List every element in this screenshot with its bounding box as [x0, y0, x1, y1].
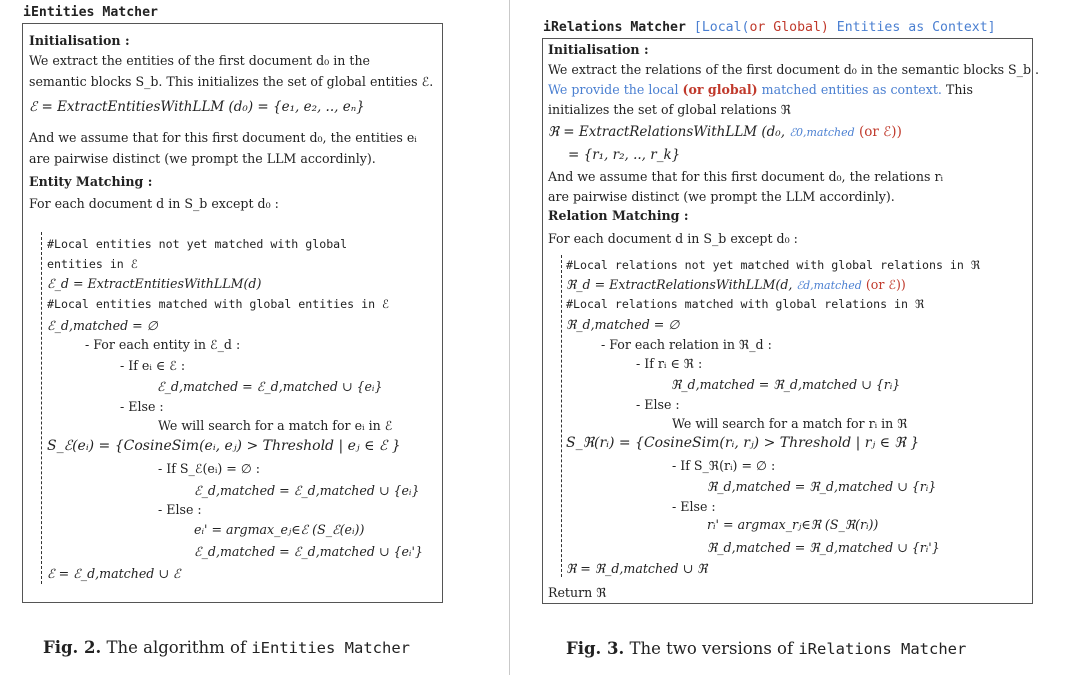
- fig3-line: - If S_ℜ(rᵢ) = ∅ :: [672, 458, 776, 473]
- fig3-formula-init-global: (or ℰ)): [858, 124, 902, 140]
- fig2-line: For each document d in S_b except d₀ :: [29, 196, 279, 211]
- fig3-caption-label: Fig. 3.: [566, 639, 625, 658]
- fig2-init-heading: Initialisation :: [29, 33, 130, 48]
- fig2-formula: ℰ_d,matched = ℰ_d,matched ∪ {eᵢ}: [157, 379, 383, 394]
- fig2-matching-heading: Entity Matching :: [29, 174, 153, 189]
- fig3-matching-heading: Relation Matching :: [548, 208, 689, 223]
- fig3-context-local: We provide the local: [548, 82, 679, 97]
- fig3-line: - If rᵢ ∈ ℜ :: [636, 356, 703, 371]
- fig3-line: - Else :: [636, 397, 680, 412]
- fig3-formula-init-main: ℜ = ExtractRelationsWithLLM (d₀,: [548, 124, 786, 140]
- fig3-comment: #Local relations matched with global relations in ℜ: [566, 297, 925, 311]
- fig3-line: And we assume that for this first document d₀, the relations rᵢ: [548, 169, 944, 184]
- fig2-comment: entities in ℰ: [47, 257, 138, 271]
- fig3-title-global: or Global): [749, 20, 829, 35]
- fig2-line: - For each entity in ℰ_d :: [85, 337, 241, 352]
- fig3-line: For each document d in S_b except d₀ :: [548, 231, 798, 246]
- fig2-formula: ℰ_d,matched = ℰ_d,matched ∪ {eᵢ}: [194, 483, 420, 498]
- fig3-line: initializes the set of global relations ℜ: [548, 102, 792, 117]
- fig3-context-global: (or global): [682, 82, 758, 97]
- fig3-title: [543, 20, 996, 35]
- fig3-formula: rᵢ' = argmax_rⱼ∈ℜ (S_ℜ(rᵢ)): [707, 517, 879, 532]
- fig2-comment: #Local entities not yet matched with global: [47, 237, 348, 251]
- fig2-line: - Else :: [120, 399, 164, 414]
- fig2-line: - If S_ℰ(eᵢ) = ∅ :: [158, 461, 261, 476]
- fig2-caption-text: The algorithm of: [106, 638, 247, 657]
- fig3-line: We will search for a match for rᵢ in ℜ: [672, 416, 908, 431]
- fig2-formula: ℰ_d,matched = ℰ_d,matched ∪ {eᵢ'}: [194, 544, 423, 559]
- fig2-formula: ℰ_d,matched = ∅: [47, 318, 158, 333]
- fig2-formula: eᵢ' = argmax_eⱼ∈ℰ (S_ℰ(eᵢ)): [194, 522, 365, 537]
- fig2-formula-final: ℰ = ℰ_d,matched ∪ ℰ: [47, 566, 181, 581]
- fig2-caption-label: Fig. 2.: [43, 638, 102, 657]
- fig3-context-this: This: [945, 82, 973, 97]
- fig3-init-heading: Initialisation :: [548, 42, 649, 57]
- fig2-line: are pairwise distinct (we prompt the LLM accordinly).: [29, 151, 376, 166]
- fig3-formula: ℜ_d,matched = ℜ_d,matched ∪ {rᵢ}: [707, 479, 937, 494]
- fig3-formula-init-entities: ℰ0,matched: [789, 126, 855, 139]
- fig2-caption: [43, 638, 410, 657]
- fig3-formula: ℜ_d,matched = ℜ_d,matched ∪ {rᵢ'}: [707, 540, 940, 555]
- fig2-line: And we assume that for this first document d₀, the entities eᵢ: [29, 130, 417, 145]
- fig2-line: - If eᵢ ∈ ℰ :: [120, 358, 186, 373]
- fig2-formula: ℰ_d = ExtractEntitiesWithLLM(d): [47, 276, 262, 291]
- fig2-title: iEntities Matcher: [23, 5, 158, 20]
- fig3-formula-final: ℜ = ℜ_d,matched ∪ ℜ: [566, 561, 708, 576]
- fig3-line: - For each relation in ℜ_d :: [601, 337, 772, 352]
- fig3-formula-main: ℜ_d = ExtractRelationsWithLLM(d,: [566, 277, 793, 292]
- fig3-formula: ℜ_d,matched = ∅: [566, 317, 680, 332]
- fig3-title-main: iRelations Matcher: [543, 20, 686, 35]
- fig3-title-context-b: Entities as Context]: [828, 20, 996, 35]
- fig3-title-context-a: [Local(: [693, 20, 750, 35]
- fig2-line: We extract the entities of the first document d₀ in the: [29, 53, 371, 68]
- fig3-caption-code: iRelations Matcher: [798, 640, 967, 658]
- fig3-formula: ℜ_d,matched = ℜ_d,matched ∪ {rᵢ}: [671, 377, 901, 392]
- fig2-formula-similarity: S_ℰ(eᵢ) = {CosineSim(eᵢ, eⱼ) > Threshold | eⱼ ∈ ℰ }: [47, 438, 401, 454]
- fig2-line: - Else :: [158, 502, 202, 517]
- fig3-formula: [566, 277, 906, 292]
- fig2-line: semantic blocks S_b. This initializes the set of global entities ℰ.: [29, 74, 434, 89]
- fig2-comment: #Local entities matched with global entities in ℰ: [47, 297, 390, 311]
- fig3-return: Return ℜ: [548, 585, 607, 600]
- fig3-context-rest: matched entities as context.: [761, 82, 942, 97]
- fig3-formula-global: (or ℰ)): [865, 277, 906, 292]
- fig3-formula-entities: ℰd,matched: [796, 279, 862, 292]
- fig3-formula-similarity: S_ℜ(rᵢ) = {CosineSim(rᵢ, rⱼ) > Threshold | rⱼ ∈ ℜ }: [566, 435, 920, 451]
- fig3-line: We extract the relations of the first document d₀ in the semantic blocks S_b .: [548, 62, 1040, 77]
- fig3-formula-set: = {r₁, r₂, .., r_k}: [568, 147, 681, 163]
- fig2-loop-dashed-bar: [41, 232, 42, 584]
- fig3-caption-text: The two versions of: [629, 639, 794, 658]
- fig2-caption-code: iEntities Matcher: [251, 639, 410, 657]
- fig2-formula-init: ℰ = ExtractEntitiesWithLLM (d₀) = {e₁, e₂, .., eₙ}: [29, 99, 365, 115]
- fig2-line: We will search for a match for eᵢ in ℰ: [158, 418, 393, 433]
- fig3-loop-dashed-bar: [561, 255, 562, 577]
- page-divider: [509, 0, 510, 675]
- fig3-comment: #Local relations not yet matched with global relations in ℜ: [566, 258, 981, 272]
- fig3-caption: [566, 639, 966, 658]
- fig3-line: are pairwise distinct (we prompt the LLM accordinly).: [548, 189, 895, 204]
- fig3-formula-init: [548, 124, 902, 140]
- fig3-line: - Else :: [672, 499, 716, 514]
- fig3-context-line: [548, 82, 973, 97]
